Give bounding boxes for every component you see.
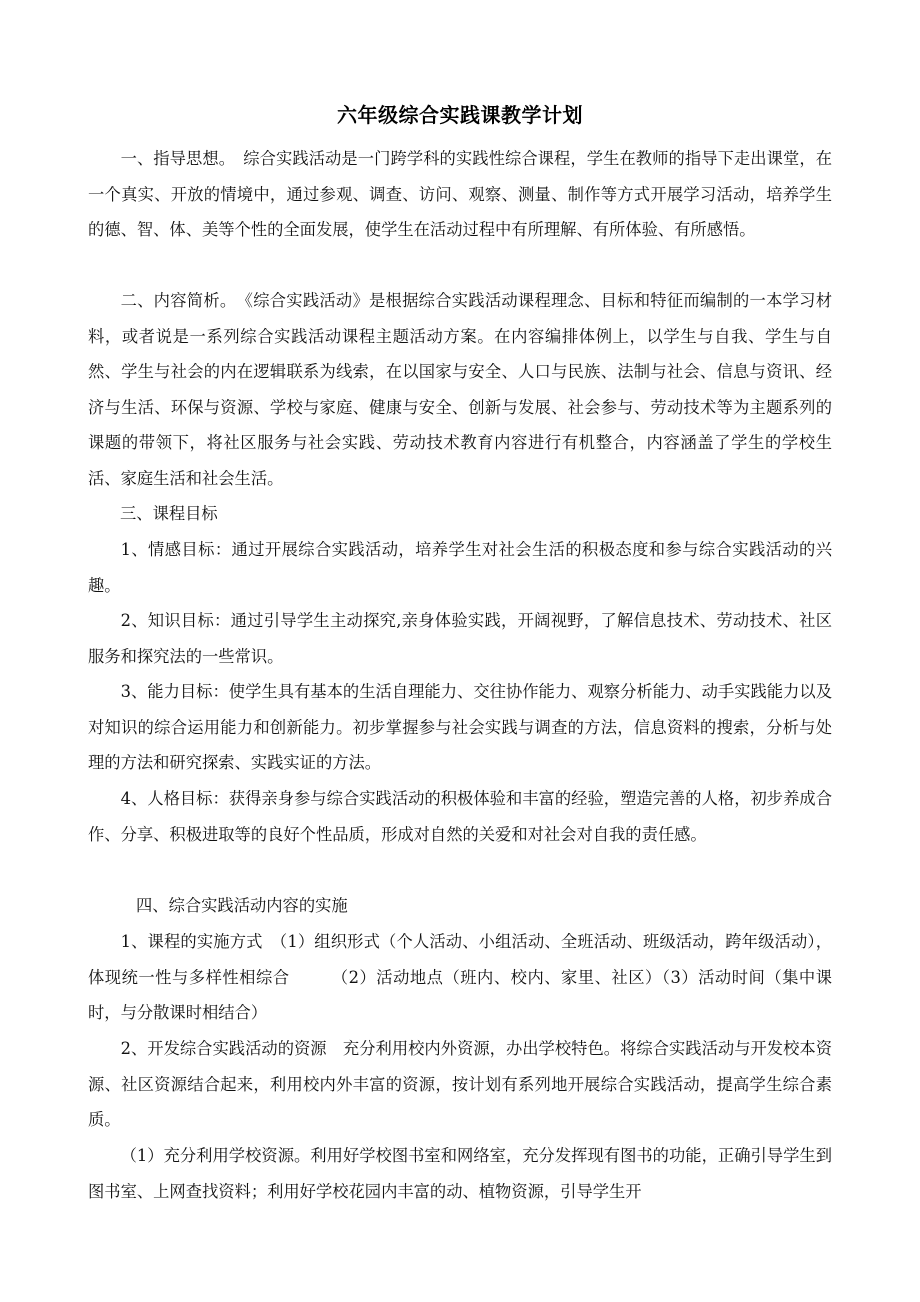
- paragraph-implementation-method: 1、课程的实施方式 （1）组织形式（个人活动、小组活动、全班活动、班级活动，跨年级活动），体现统一性与多样性相综合 （2）活动地点（班内、校内、家里、社区）（3）活动时间（集中课时，与分散课时相结合）: [88, 932, 832, 1022]
- paragraph-knowledge-goal: 2、知识目标：通过引导学生主动探究,亲身体验实践，开阔视野，了解信息技术、劳动技术、社区服务和探究法的一些常识。: [88, 611, 832, 666]
- paragraph-ability-goal: 3、能力目标：使学生具有基本的生活自理能力、交往协作能力、观察分析能力、动手实践能力以及对知识的综合运用能力和创新能力。初步掌握参与社会实践与调查的方法，信息资料的搜索，分析与处理的方法和研究探索、实践实证的方法。: [88, 682, 832, 772]
- paragraph-personality-goal: 4、人格目标：获得亲身参与综合实践活动的积极体验和丰富的经验，塑造完善的人格，初步养成合作、分享、积极进取等的良好个性品质，形成对自然的关爱和对社会对自我的责任感。: [88, 789, 832, 844]
- document-title: 六年级综合实践课教学计划: [337, 103, 583, 127]
- paragraph-school-resources: （1）充分利用学校资源。利用好学校图书室和网络室，充分发挥现有图书的功能，正确引导学生到图书室、上网查找资料；利用好学校花园内丰富的动、植物资源，引导学生开: [88, 1146, 832, 1201]
- paragraph-resource-development: 2、开发综合实践活动的资源 充分利用校内外资源，办出学校特色。将综合实践活动与开发校本资源、社区资源结合起来，利用校内外丰富的资源，按计划有系列地开展综合实践活动，提高学生综合素质。: [88, 1039, 832, 1129]
- paragraph-content-analysis: 二、内容简析。 《综合实践活动》是根据综合实践活动课程理念、目标和特征而编制的一本学习材料，或者说是一系列综合实践活动课程主题活动方案。在内容编排体例上，以学生与自我、学生与自然、学生与社会的内在逻辑联系为线索，在以国家与安全、人口与民族、法制与社会、信息与资讯、经济与生活、环保与资源、学校与家庭、健康与安全、创新与发展、社会参与、劳动技术等为主题系列的课题的带领下，将社区服务与社会实践、劳动技术教育内容进行有机整合，内容涵盖了学生的学校生活、家庭生活和社会生活。: [88, 291, 832, 488]
- heading-implementation: 四、综合实践活动内容的实施: [136, 896, 348, 915]
- paragraph-guiding-thought: 一、指导思想。 综合实践活动是一门跨学科的实践性综合课程，学生在教师的指导下走出课堂，在一个真实、开放的情境中，通过参观、调查、访问、观察、测量、制作等方式开展学习活动，培养学生的德、智、体、美等个性的全面发展，使学生在活动过程中有所理解、有所体验、有所感悟。: [88, 149, 832, 239]
- paragraph-emotion-goal: 1、情感目标：通过开展综合实践活动，培养学生对社会生活的积极态度和参与综合实践活动的兴趣。: [88, 540, 832, 595]
- heading-course-goals: 三、课程目标: [120, 504, 218, 523]
